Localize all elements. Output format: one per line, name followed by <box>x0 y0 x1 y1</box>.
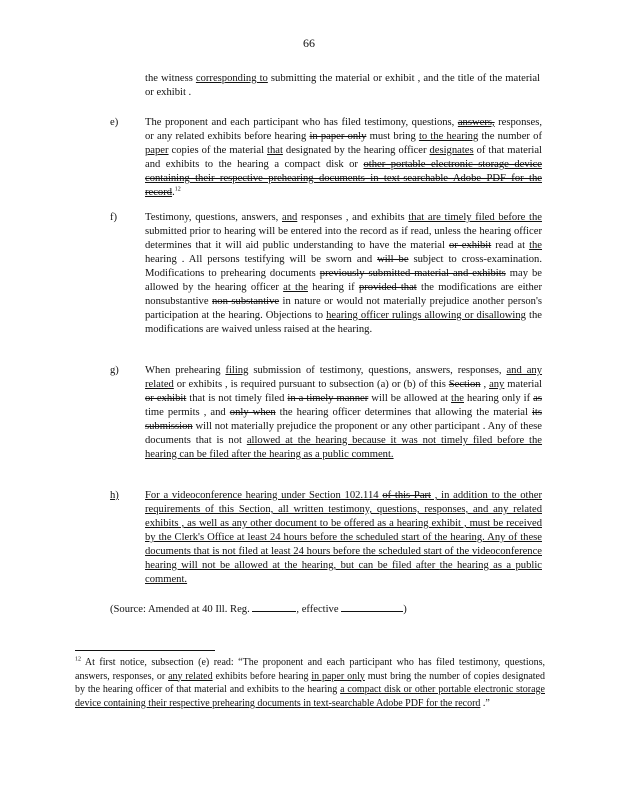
paragraph-label: g) <box>110 365 119 376</box>
paragraph-h <box>110 489 542 587</box>
footnote-reference: 12 <box>174 186 181 193</box>
paragraph-label: f) <box>110 212 118 223</box>
footnote: $^{12}$ At first notice, subsection (e) read: “The proponent and each participant who has filed testimony, questions, answers, responses, or any related exhibits before hearing in paper only must bring the number of copies designated by the hearing officer of that material and exhibits to the hearing a compact disk or other portable electronic storage device containing their respective prehearing documents in text-searchable Adobe PDF for the record .” <box>75 656 545 709</box>
paragraph-text: Testimony, questions, answers, and responses , and exhibits that are timely filed before the submitted prior to hearing will be entered into the record as if read, unless the hearing officer determines that it will aid public understanding to have the material or exhibit read at the hearing . All persons testifying will be sworn and will be subject to cross-examination. Modifications to prehearing documents previously submitted material and exhibits may be allowed by the hearing officer at the hearing if provided that the modifications are either nonsubstantive non-substantive in nature or would not materially prejudice another person's participation at the hearing. Objections to hearing officer rulings allowing or disallowing the modifications are waived unless raised at the hearing. <box>145 212 543 335</box>
source-note: (Source: Amended at 40 Ill. Reg. , effective ) <box>110 601 407 615</box>
paragraph-g <box>110 364 542 462</box>
paragraph-text: For a videoconference hearing under Section 102.114 of this Part , in addition to the other requirements of this Section, all written testimony, questions, responses, and any related exhibits , as well as any other document to be offered as a hearing exhibit , must be received by the Clerk's Office at least 24 hours before the scheduled start of the hearing. Any of these documents that is not filed at least 24 hours before the scheduled start of the videoconference hearing will not be allowed at the hearing, but can be filed after the hearing as a public comment. <box>145 490 543 585</box>
paragraph-text: When prehearing filing submission of testimony, questions, answers, responses, and any related or exhibits , is required pursuant to subsection (a) or (b) of this Section , any material or exhibit that is not timely filed in a timely manner will be allowed at the hearing only if as time permits , and only when the hearing officer determines that allowing the material its submission will not materially prejudice the proponent or any other participant . Any of these documents that is not allowed at the hearing because it was not timely filed before the hearing can be filed after the hearing as a public comment. <box>145 365 543 460</box>
footnote-divider <box>75 650 215 651</box>
footnote-number: 12 <box>75 656 81 663</box>
paragraph-text: The proponent and each participant who has filed testimony, questions, answers, responses, or any related exhibits before hearing in paper only must bring to the hearing the number of paper copies of the material that designated by the hearing officer designates of that material and exhibits to the hearing a compact disk or other portable electronic storage device containing their respective prehearing documents in text-searchable Adobe PDF for the record.$^{12}$ <box>145 117 543 198</box>
paragraph-f <box>110 211 542 337</box>
intro-paragraph: the witness corresponding to submitting the material or exhibit , and the title of the material or exhibit . <box>145 73 540 98</box>
page-number: 66 <box>303 36 315 50</box>
paragraph-e <box>110 116 542 200</box>
paragraph-label: h) <box>110 490 119 501</box>
paragraph-label: e) <box>110 117 119 128</box>
